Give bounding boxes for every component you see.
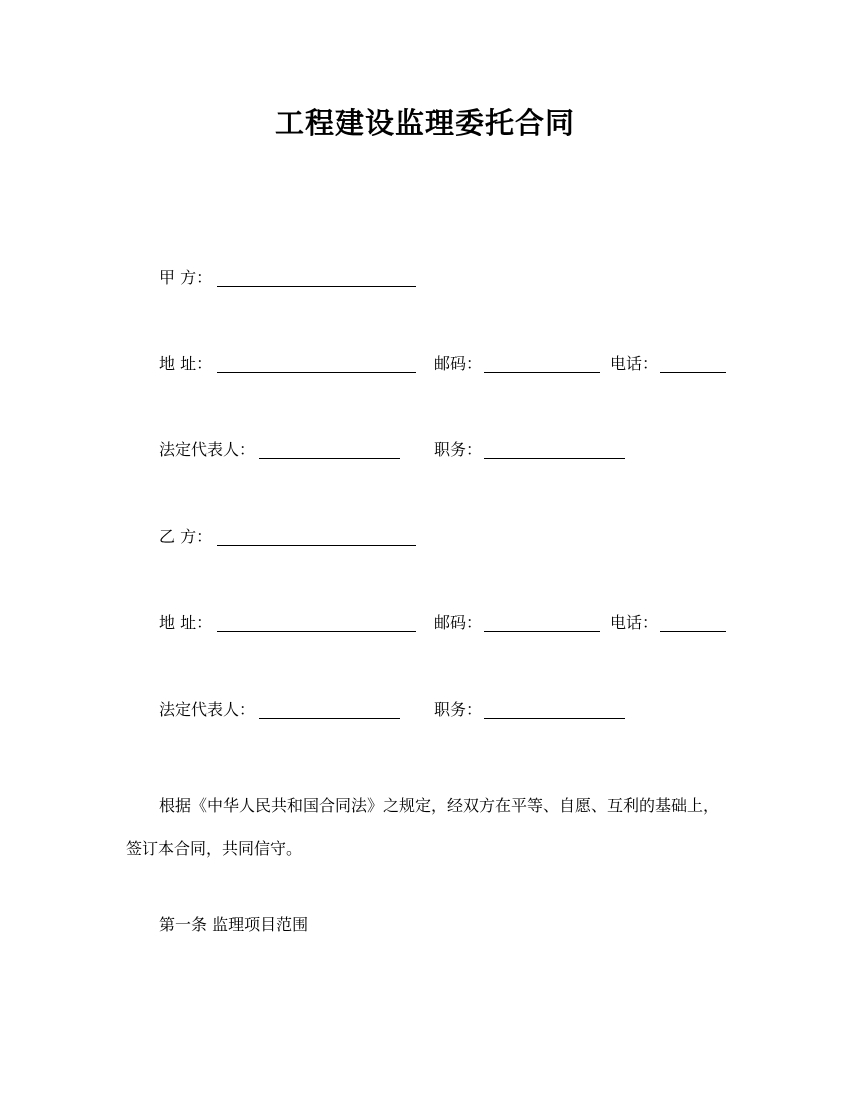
- preamble-line-1: 根据《中华人民共和国合同法》之规定，经双方在平等、自愿、互利的基础上，: [159, 796, 720, 815]
- preamble-line-2: 签订本合同，共同信守。: [126, 839, 303, 858]
- party-b-label: 乙 方：: [159, 527, 213, 546]
- party-a-address-field[interactable]: [217, 372, 416, 373]
- party-a-position-label: 职务：: [434, 440, 483, 459]
- party-b-phone-label: 电话：: [610, 613, 659, 632]
- document-title: 工程建设监理委托合同: [274, 106, 575, 140]
- party-a-name-field[interactable]: [217, 286, 416, 287]
- party-b-name-field[interactable]: [217, 545, 416, 546]
- party-a-postcode-label: 邮码：: [434, 354, 483, 373]
- party-b-position-label: 职务：: [434, 700, 483, 719]
- party-a-postcode-field[interactable]: [484, 372, 600, 373]
- party-b-legal-rep-field[interactable]: [259, 718, 400, 719]
- party-b-legal-rep-label: 法定代表人：: [159, 700, 256, 719]
- preamble-paragraph: [126, 784, 726, 870]
- party-b-address-field[interactable]: [217, 631, 416, 632]
- party-a-legal-rep-label: 法定代表人：: [159, 440, 256, 459]
- party-a-phone-label: 电话：: [610, 354, 659, 373]
- party-a-address-label: 地 址：: [159, 354, 213, 373]
- party-a-legal-rep-field[interactable]: [259, 458, 400, 459]
- party-b-address-label: 地 址：: [159, 613, 213, 632]
- party-a-position-field[interactable]: [484, 458, 625, 459]
- party-a-label: 甲 方：: [159, 268, 213, 287]
- party-a-phone-field[interactable]: [660, 372, 726, 373]
- party-b-postcode-label: 邮码：: [434, 613, 483, 632]
- party-b-phone-field[interactable]: [660, 631, 726, 632]
- article-1-heading: 第一条 监理项目范围: [159, 915, 309, 934]
- party-b-position-field[interactable]: [484, 718, 625, 719]
- party-b-postcode-field[interactable]: [484, 631, 600, 632]
